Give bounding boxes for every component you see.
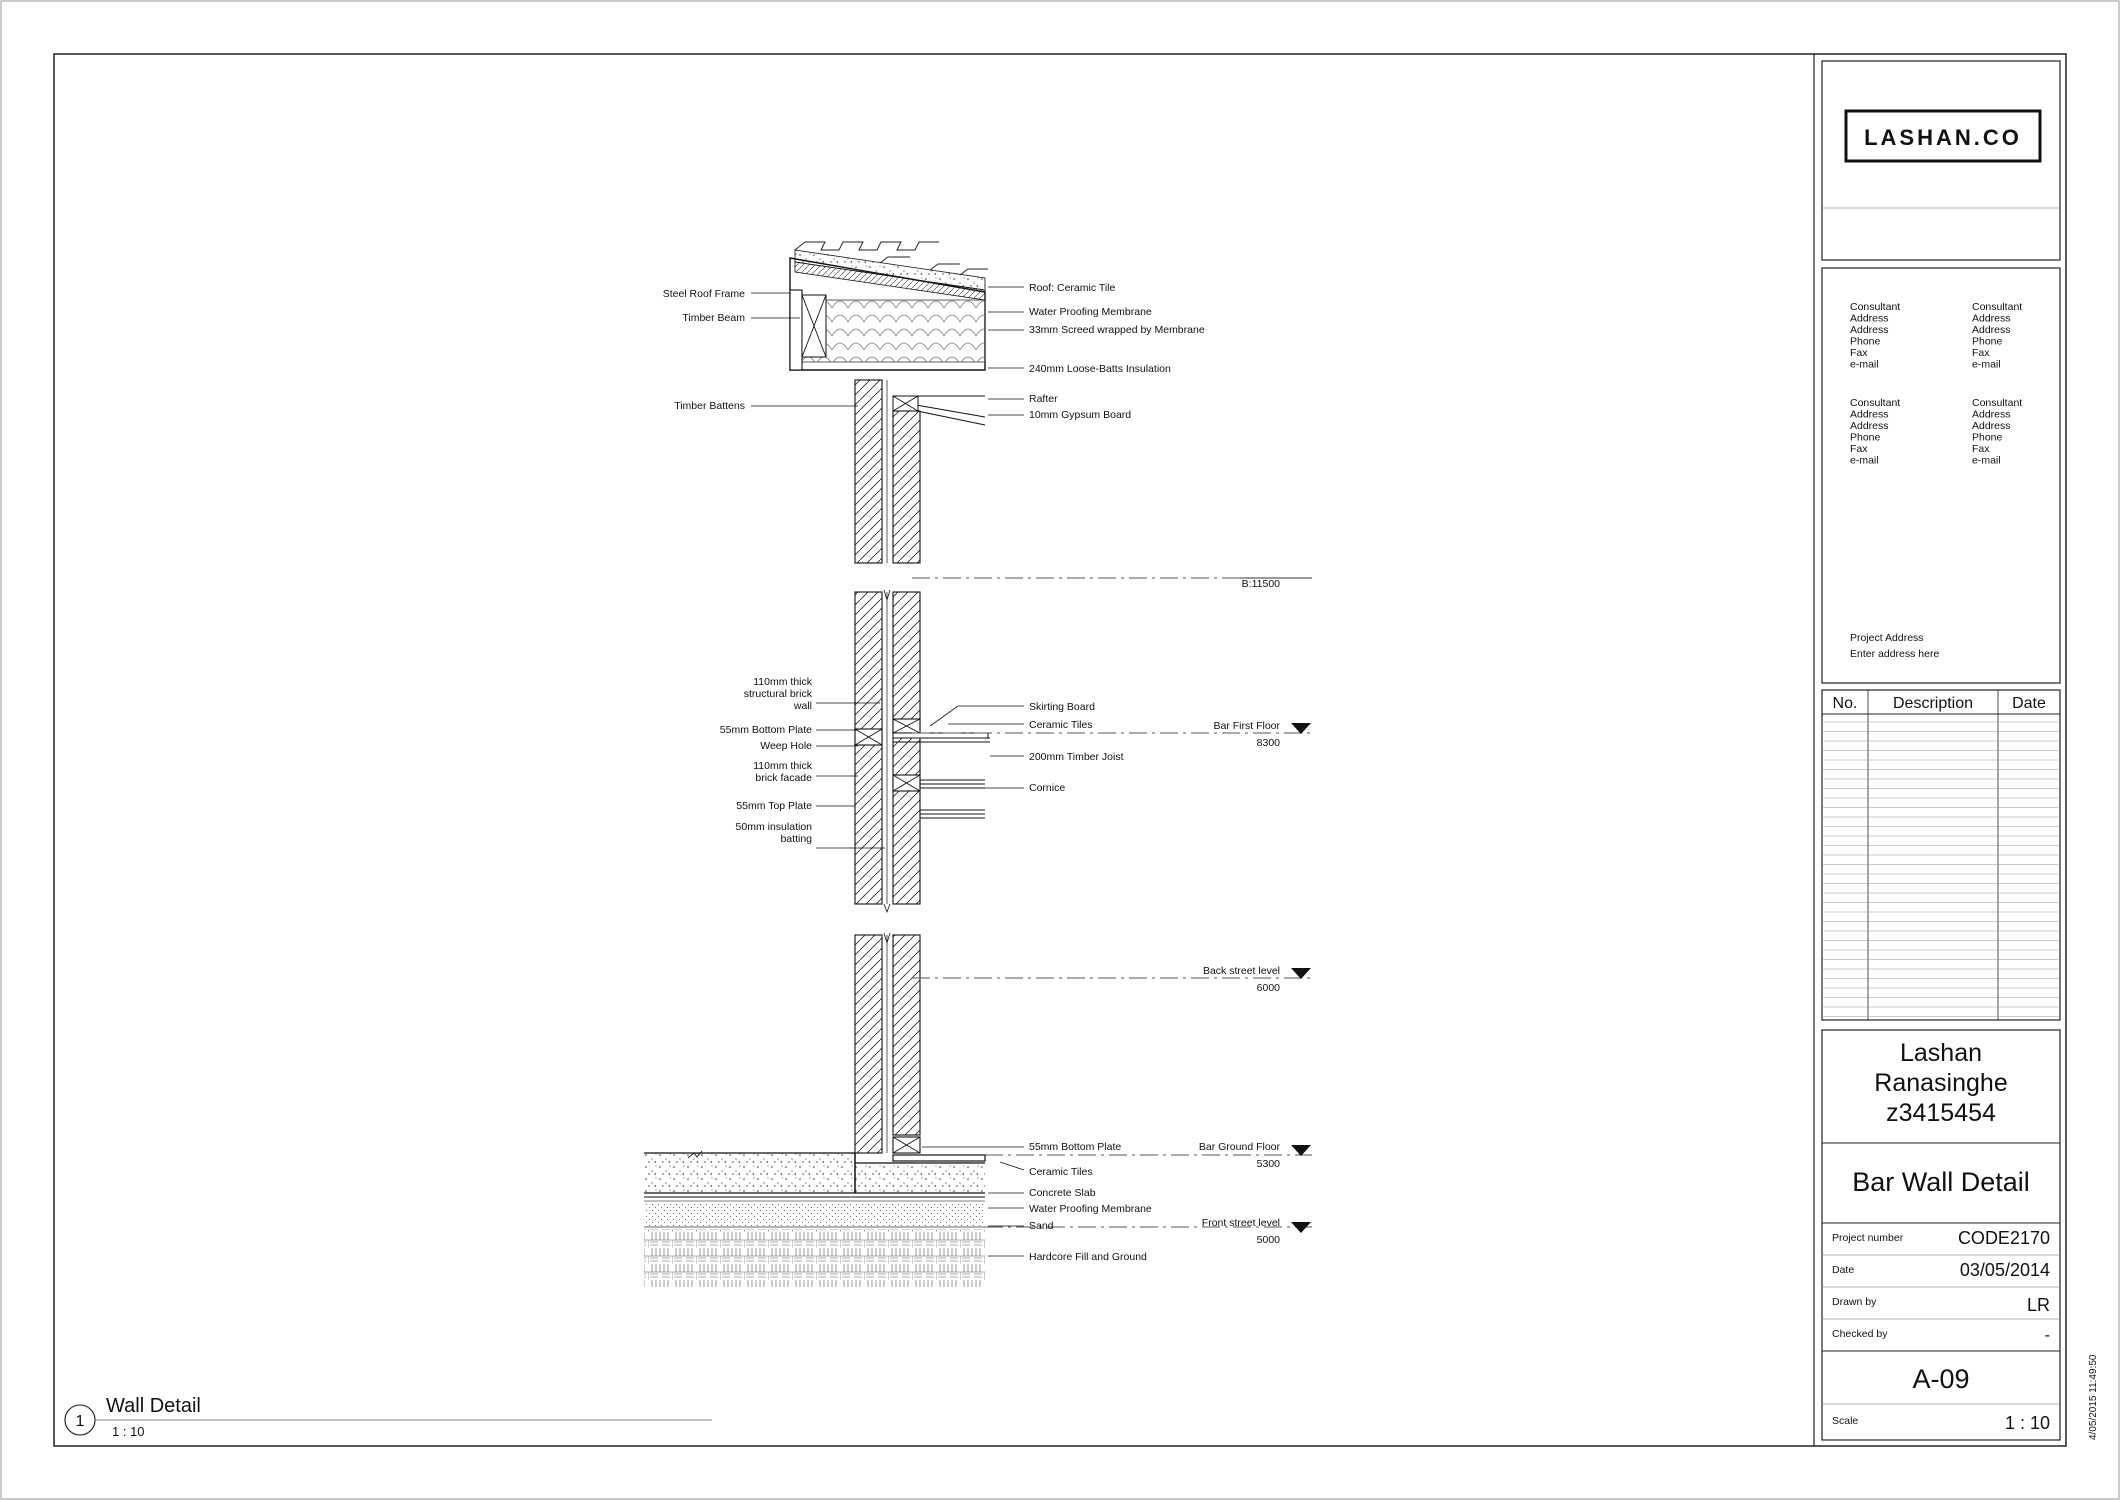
- lower-wall: [855, 933, 985, 1161]
- author-name: Lashan Ranasinghe z3415454: [1874, 1039, 2008, 1127]
- level-marker-bar-ground-floor: [1291, 1145, 1311, 1156]
- label-roof-ceramic-tile: Roof: Ceramic Tile: [1029, 282, 1116, 294]
- sheet-number: A-09: [1912, 1364, 1970, 1394]
- consultants: [1850, 301, 2022, 467]
- label-timber-joist: 200mm Timber Joist: [1029, 751, 1124, 763]
- ground-layers: [644, 1151, 985, 1287]
- revision-header-date: Date: [2012, 695, 2046, 712]
- label-brick-facade: 110mm thick brick facade: [753, 760, 812, 784]
- label-bottom-plate-upper: 55mm Bottom Plate: [719, 724, 812, 736]
- view-number: 1: [75, 1413, 85, 1430]
- label-ceramic-tiles-first: Ceramic Tiles: [1029, 719, 1093, 731]
- label-bottom-plate-lower: 55mm Bottom Plate: [1029, 1141, 1122, 1153]
- label-ceramic-tiles-ground: Ceramic Tiles: [1029, 1166, 1093, 1178]
- label-weep-hole: Weep Hole: [760, 740, 812, 752]
- label-rafter: Rafter: [1029, 393, 1058, 405]
- field-value-drawn-by: LR: [2026, 1295, 2050, 1315]
- label-top-plate: 55mm Top Plate: [736, 800, 812, 812]
- field-label-drawn-by: Drawn by: [1832, 1296, 1877, 1308]
- level-bar-first-floor-value: 8300: [1256, 737, 1280, 749]
- level-marker-front-street: [1291, 1222, 1311, 1233]
- wall-section-drawing: [644, 242, 1312, 1287]
- label-screed: 33mm Screed wrapped by Membrane: [1029, 324, 1205, 336]
- view-tag: [65, 1395, 712, 1439]
- level-marker-back-street: [1291, 968, 1311, 979]
- level-front-street-value: 5000: [1256, 1234, 1280, 1246]
- level-bar-ground-floor-name: Bar Ground Floor: [1198, 1141, 1280, 1153]
- print-timestamp: 4/05/2015 11:49:50: [2088, 1354, 2099, 1440]
- label-structural-brick-wall: 110mm thick structural brick wall: [743, 676, 812, 712]
- level-b-name: B:11500: [1241, 578, 1280, 590]
- label-timber-battens: Timber Battens: [674, 400, 745, 412]
- label-skirting-board: Skirting Board: [1029, 701, 1095, 713]
- consultant-block: Consultant Address Address Phone Fax e-mail: [1850, 301, 1901, 371]
- level-back-street-name: Back street level: [1202, 965, 1280, 977]
- company-logo-text: LASHAN.CO: [1864, 125, 2022, 150]
- consultant-block: Consultant Address Address Phone Fax e-mail: [1850, 397, 1901, 467]
- revision-header-no: No.: [1832, 695, 1858, 712]
- label-water-proofing-ground: Water Proofing Membrane: [1029, 1203, 1152, 1215]
- consultant-block: Consultant Address Address Phone Fax e-mail: [1972, 301, 2023, 371]
- view-scale: 1 : 10: [112, 1424, 145, 1439]
- level-bar-first-floor-name: Bar First Floor: [1213, 720, 1280, 732]
- label-insulation-batting: 50mm insulation batting: [735, 821, 812, 845]
- field-label-date: Date: [1832, 1264, 1855, 1276]
- label-hardcore-fill: Hardcore Fill and Ground: [1029, 1251, 1147, 1263]
- label-sand: Sand: [1029, 1220, 1054, 1232]
- drawing-border: [54, 54, 2066, 1446]
- label-gypsum-board: 10mm Gypsum Board: [1029, 409, 1132, 421]
- middle-wall: [855, 590, 990, 912]
- title-block: [1822, 61, 2060, 1440]
- label-insulation: 240mm Loose-Batts Insulation: [1029, 363, 1171, 375]
- field-value-checked-by: -: [2044, 1327, 2050, 1344]
- level-back-street-value: 6000: [1256, 982, 1280, 994]
- revision-header-description: Description: [1892, 695, 1974, 712]
- consultant-block: Consultant Address Address Phone Fax e-mail: [1972, 397, 2023, 467]
- level-marker-bar-first-floor: [1291, 723, 1311, 734]
- field-label-project-number: Project number: [1832, 1232, 1904, 1244]
- level-bar-ground-floor-value: 5300: [1256, 1158, 1280, 1170]
- label-timber-beam: Timber Beam: [682, 312, 745, 324]
- scale-label: Scale: [1832, 1415, 1859, 1427]
- label-concrete-slab: Concrete Slab: [1029, 1187, 1096, 1199]
- roof-assembly: [790, 242, 988, 425]
- sheet-outer-border: [1, 1, 2119, 1499]
- level-front-street-name: Front street level: [1201, 1217, 1280, 1229]
- field-label-checked-by: Checked by: [1832, 1328, 1888, 1340]
- view-title: Wall Detail: [106, 1395, 201, 1417]
- sheet-name: Bar Wall Detail: [1852, 1167, 2030, 1197]
- project-address-label: Project Address: [1850, 632, 1924, 644]
- label-steel-roof-frame: Steel Roof Frame: [662, 288, 745, 300]
- field-value-project-number: CODE2170: [1957, 1228, 2050, 1248]
- field-value-date: 03/05/2014: [1959, 1260, 2050, 1280]
- label-cornice: Cornice: [1029, 782, 1066, 794]
- project-address-value: Enter address here: [1850, 648, 1940, 660]
- label-water-proofing-roof: Water Proofing Membrane: [1029, 306, 1152, 318]
- scale-value: 1 : 10: [2004, 1413, 2050, 1433]
